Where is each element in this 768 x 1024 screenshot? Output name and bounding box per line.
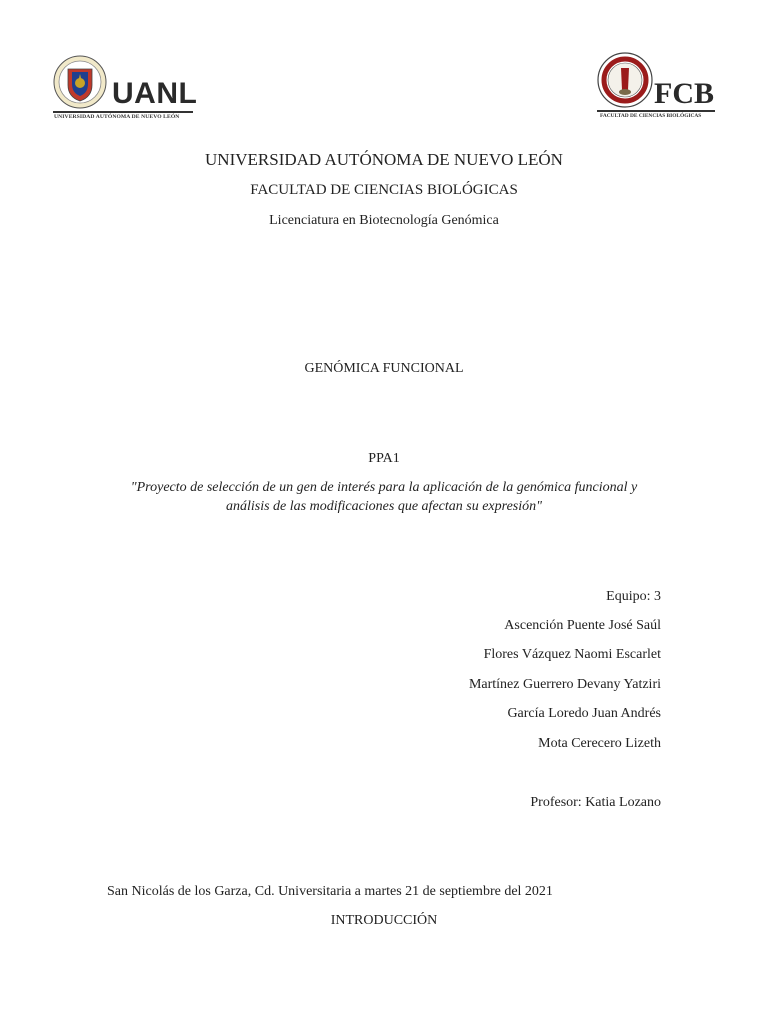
team-member: Mota Cerecero Lizeth xyxy=(538,736,661,751)
team-label: Equipo: 3 xyxy=(606,589,661,604)
team-member: García Loredo Juan Andrés xyxy=(507,706,661,721)
team-member: Ascención Puente José Saúl xyxy=(504,618,661,633)
section-heading: INTRODUCCIÓN xyxy=(330,913,438,928)
assignment-title-line-2: análisis de las modificaciones que afectan su expresión" xyxy=(225,499,543,514)
professor-name: Profesor: Katia Lozano xyxy=(530,795,661,810)
uanl-divider xyxy=(53,111,193,113)
university-name: UNIVERSIDAD AUTÓNOMA DE NUEVO LEÓN xyxy=(205,150,563,169)
fcb-divider xyxy=(597,110,715,112)
uanl-logo xyxy=(53,55,198,125)
uanl-seal-icon xyxy=(53,55,107,109)
course-title: GENÓMICA FUNCIONAL xyxy=(304,361,464,376)
fcb-logo xyxy=(597,52,722,124)
faculty-name: FACULTAD DE CIENCIAS BIOLÓGICAS xyxy=(250,182,518,198)
uanl-subtitle: UNIVERSIDAD AUTÓNOMA DE NUEVO LEÓN xyxy=(54,114,180,120)
fcb-seal-icon xyxy=(597,52,653,108)
assignment-code: PPA1 xyxy=(368,451,400,466)
assignment-title-line-1: "Proyecto de selección de un gen de interés para la aplicación de la genómica funcional y xyxy=(130,480,638,495)
team-member: Flores Vázquez Naomi Escarlet xyxy=(483,647,661,662)
place-and-date: San Nicolás de los Garza, Cd. Universitaria a martes 21 de septiembre del 2021 xyxy=(107,884,553,899)
fcb-wordmark: FCB xyxy=(654,77,714,110)
degree-name: Licenciatura en Biotecnología Genómica xyxy=(269,213,499,228)
team-member: Martínez Guerrero Devany Yatziri xyxy=(468,677,661,692)
uanl-wordmark: UANL xyxy=(112,77,198,110)
fcb-subtitle: FACULTAD DE CIENCIAS BIOLÓGICAS xyxy=(600,113,702,119)
